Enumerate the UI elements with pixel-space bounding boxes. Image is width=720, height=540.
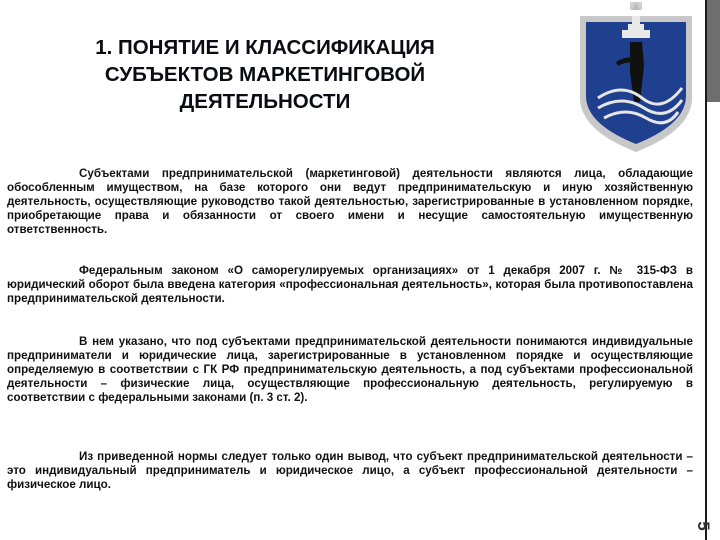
university-emblem-icon <box>572 2 700 154</box>
page-number: 5 <box>694 521 713 531</box>
slide-title <box>30 34 500 115</box>
right-top-bar <box>707 0 720 102</box>
paragraph-federal-law: Федеральным законом «О саморегулируемых организациях» от 1 декабря 2007 г. № 315-ФЗ в юридический оборот была введена категория «профессиональная деятельность», которая была противопоставлена предпринимательской деятельности. <box>7 264 693 305</box>
paragraph-subjects: В нем указано, что под субъектами предпринимательской деятельности понимаются индивидуальные предприниматели и юридические лица, зарегистрированные в установленном порядке и осуществляющие определяемую в соответствии с ГК РФ предпринимательскую деятельность, а под субъектами профессиональной деятельности – физические лица, осуществляющие профессиональную деятельность, регулируемую в соответствии с федеральными законами (п. 3 ст. 2). <box>7 335 693 404</box>
paragraph-conclusion: Из приведенной нормы следует только один вывод, что субъект предпринимательской деятельности – это индивидуальный предприниматель и юридическое лицо, а субъект профессиональной деятельности – физическое лицо. <box>7 450 693 491</box>
title-line-1: 1. ПОНЯТИЕ И КЛАССИФИКАЦИЯ <box>95 36 435 59</box>
paragraph-definition: Субъектами предпринимательской (маркетинговой) деятельности являются лица, обладающие обособленным имуществом, на базе которого они ведут предпринимательскую и иную хозяйственную деятельность, осуществляющие руководство такой деятельностью, зарегистрированные в установленном порядке, приобретающие права и обязанности от своего имени и несущие самостоятельную имущественную ответственность. <box>7 167 693 236</box>
title-line-3: ДЕЯТЕЛЬНОСТИ <box>179 90 351 113</box>
title-line-2: СУБЪЕКТОВ МАРКЕТИНГОВОЙ <box>104 63 426 86</box>
